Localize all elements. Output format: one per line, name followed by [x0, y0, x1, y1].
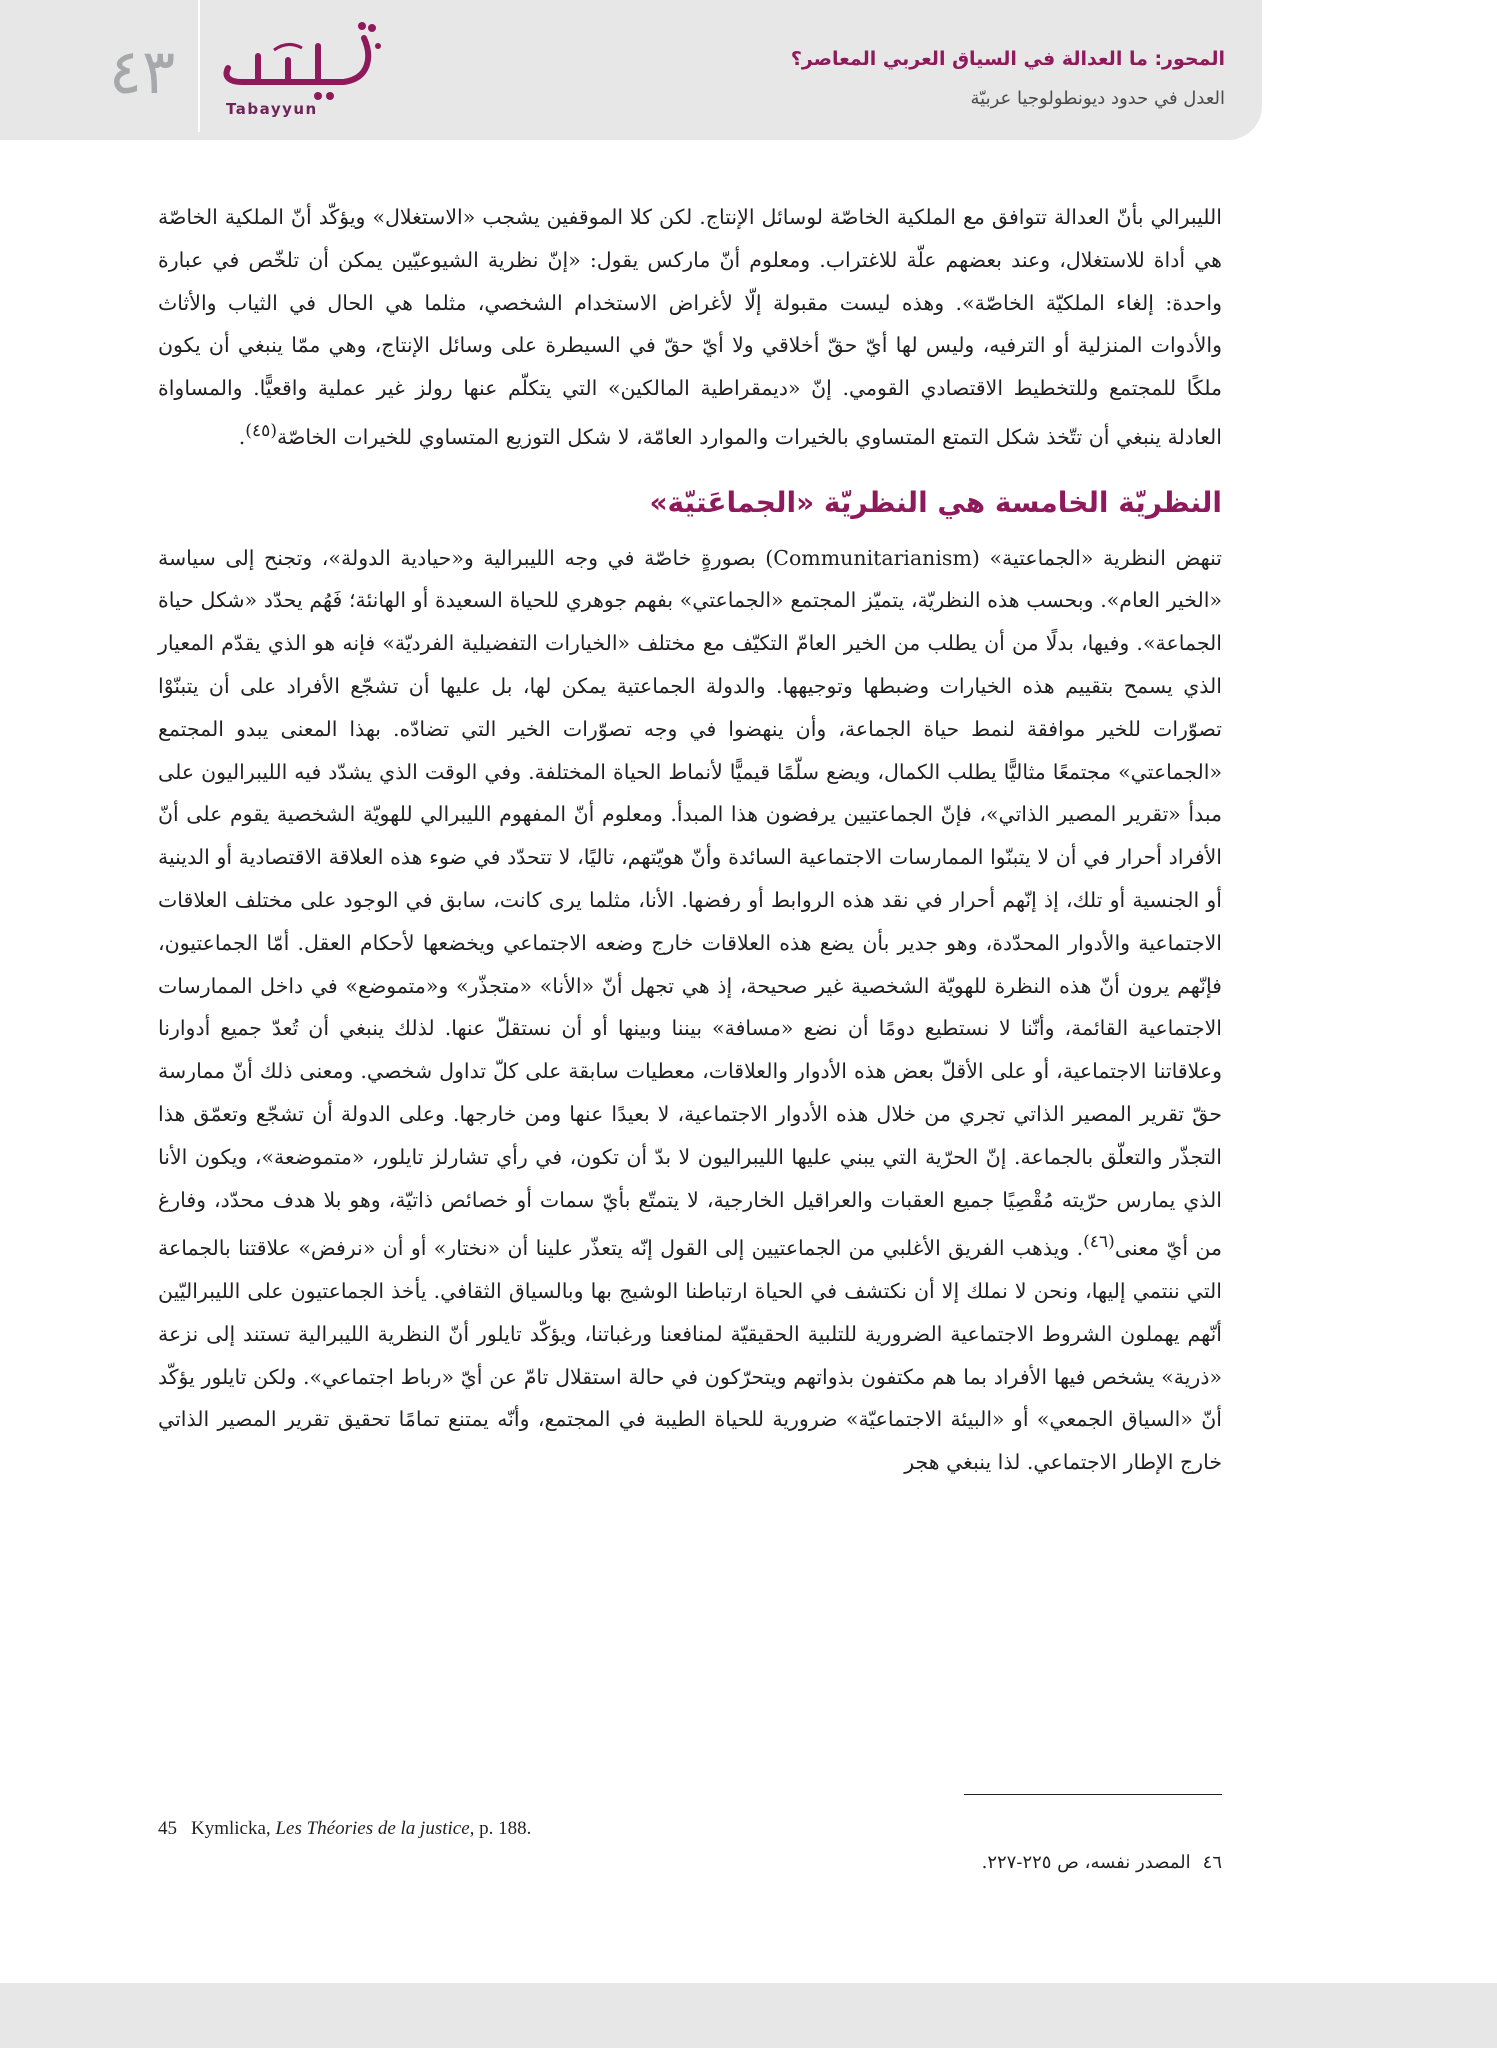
- article-body: [158, 196, 1222, 1484]
- tabayyun-logo: [214, 16, 384, 128]
- section-heading: النظريّة الخامسة هي النظريّة «الجماعَتيّة»: [649, 485, 1222, 519]
- footnote-45-number: 45: [158, 1818, 177, 1839]
- footnote-ref-45[interactable]: (٤٥): [245, 420, 277, 441]
- footnote-45-page: p. 188.: [479, 1818, 532, 1839]
- paragraph-2-continuation: . ويذهب الفريق الأغلبي من الجماعتيين إلى القول إنّه يتعذّر علينا أن «نختار» أو أن «نرفض» علاقتنا بالجماعة التي ننتمي إليها، ونحن لا نملك إلا أن نكتشف في الحياة ارتباطنا الوشيج بها وبالسياق الثقافي. يأخذ الجماعتيون على الليبراليّين أنّهم يهملون الشروط الاجتماعية الضرورية للتلبية الحقيقيّة لمنافعنا ورغباتنا، ويؤكّد تايلور أنّ النظرية الليبرالية تستند إلى نزعة «ذرية» يشخص فيها الأفراد بما هم مكتفون بذواتهم ويتحرّكون في حالة استقلال تامّ عن أيّ «رباط اجتماعي». ولكن تايلور يؤكّد أنّ «السياق الجمعي» أو «البيئة الاجتماعيّة» ضرورية للحياة الطيبة في المجتمع، وأنّه يمتنع تمامًا تحقيق تقرير المصير الذاتي خارج الإطار الاجتماعي. لذا ينبغي هجر: [158, 1236, 1222, 1475]
- footnote-46: [522, 1848, 1222, 1878]
- article-title: العدل في حدود ديونطولوجيا عربيّة: [970, 88, 1225, 109]
- header-divider: [198, 0, 200, 132]
- logo-arabic-wordmark: [214, 16, 384, 104]
- axis-title: المحور: ما العدالة في السياق العربي المعاصر؟: [790, 48, 1225, 70]
- footnote-45: [158, 1815, 1058, 1843]
- footnote-45-author: Kymlicka,: [191, 1818, 271, 1839]
- paragraph-1: [158, 196, 1222, 459]
- paragraph-1-end: .: [238, 424, 246, 449]
- paragraph-1-text: الليبرالي بأنّ العدالة تتوافق مع الملكية الخاصّة لوسائل الإنتاج. لكن كلا الموقفين يشجب «الاستغلال» ويؤكّد أنّ الملكية الخاصّة هي أداة للاستغلال، وعند بعضهم علّة للاغتراب. ومعلوم أنّ ماركس يقول: «إنّ نظرية الشيوعيّين يمكن أن تلخّص في عبارة واحدة: إلغاء الملكيّة الخاصّة». وهذه ليست مقبولة إلّا لأغراض الاستخدام الشخصي، مثلما هي الحال في الثياب والأثاث والأدوات المنزلية أو الترفيه، وليس لها أيّ حقّ أخلاقي ولا أيّ حقّ في السيطرة على وسائل الإنتاج، وهي ممّا ينبغي أن يكون ملكًا للمجتمع وللتخطيط الاقتصادي القومي. إنّ «ديمقراطية المالكين» التي يتكلّم عنها رولز غير عملية واقعيًّا. والمساواة العادلة ينبغي أن تتّخذ شكل التمتع المتساوي بالخيرات والموارد العامّة، لا شكل التوزيع المتساوي للخيرات الخاصّة: [158, 205, 1222, 449]
- footnote-46-text: المصدر نفسه، ص ٢٢٥-٢٢٧.: [981, 1852, 1191, 1873]
- footnote-rule: [964, 1794, 1222, 1795]
- running-header: [605, 44, 1225, 114]
- logo-latin-wordmark: Tabayyun: [226, 100, 318, 118]
- bottom-band: [0, 1983, 1497, 2048]
- paragraph-2: [158, 537, 1222, 1484]
- footnote-46-number: ٤٦: [1202, 1852, 1222, 1873]
- paragraph-2-lead: تنهض النظرية «الجماعتية» (: [971, 545, 1222, 570]
- footnote-45-title: Les Théories de la justice,: [275, 1818, 475, 1839]
- footnote-ref-46[interactable]: (٤٦): [1083, 1232, 1115, 1253]
- latin-term: Communitarianism: [773, 545, 972, 570]
- page-number: ٤٣: [108, 35, 176, 108]
- paragraph-2-text: ) بصورةٍ خاصّة في وجه الليبرالية و«حيادية الدولة»، وتجنح إلى سياسة «الخير العام». وبحسب هذه النظريّة، يتميّز المجتمع «الجماعتي» بفهم جوهري للحياة السعيدة أو الهانئة؛ فَهُم يحدّد «شكل حياة الجماعة». وفيها، بدلًا من أن يطلب من الخير العامّ التكيّف مع مختلف «الخيارات التفضيلية الفرديّة» فإنه هو الذي يقدّم المعيار الذي يسمح بتقييم هذه الخيارات وضبطها وتوجيهها. والدولة الجماعتية يمكن لها، بل عليها أن تشجّع الأفراد على أن يتبنّوْا تصوّرات للخير موافقة لنمط حياة الجماعة، وأن ينهضوا في وجه تصوّرات الخير التي تضادّه. بهذا المعنى يبدو المجتمع «الجماعتي» مجتمعًا مثاليًّا يطلب الكمال، ويضع سلّمًا قيميًّا لأنماط الحياة المختلفة. وفي الوقت الذي يشدّد فيه الليبراليون على مبدأ «تقرير المصير الذاتي»، فإنّ الجماعتيين يرفضون هذا المبدأ. ومعلوم أنّ المفهوم الليبرالي للهويّة الشخصية يقوم على أنّ الأفراد أحرار في أن لا يتبنّوا الممارسات الاجتماعية السائدة وأنّ هويّتهم، تاليًا، لا تتحدّد في ضوء هذه العلاقة الاقتصادية أو الدينية أو الجنسية أو تلك، إذ إنّهم أحرار في نقد هذه الروابط أو رفضها. الأنا، مثلما يرى كانت، سابق في الوجود على مختلف العلاقات الاجتماعية والأدوار المحدّدة، وهو جدير بأن يضع هذه العلاقات خارج وضعه الاجتماعي ويخضعها لأحكام العقل. أمّا الجماعتيون، فإنّهم يرون أنّ هذه النظرة للهويّة الشخصية غير صحيحة، إذ هي تجهل أنّ «الأنا» «متجذّر» و«متموضع» في داخل الممارسات الاجتماعية القائمة، وأنّنا لا نستطيع دومًا أن نضع «مسافة» بيننا وبينها أو أن نستقلّ عنها. لذلك ينبغي أن تُعدّ جميع أدوارنا وعلاقاتنا الاجتماعية، أو على الأقلّ بعض هذه الأدوار والعلاقات، معطيات سابقة على كلّ تداول شخصي. ومعنى ذلك أنّ ممارسة حقّ تقرير المصير الذاتي تجري من خلال هذه الأدوار الاجتماعية، لا بعيدًا عنها ومن خارجها. وعلى الدولة أن تشجّع وتعمّق هذا التجذّر والتعلّق بالجماعة. إنّ الحرّية التي يبني عليها الليبراليون لا بدّ أن تكون، في رأي تشارلز تايلور، «متموضعة»، ويكون الأنا الذي يمارس حرّيته مُقْصِيًا جميع العقبات والعراقيل الخارجية، لا يتمتّع بأيّ سمات أو خصائص ذاتيّة، وهو بلا هدف محدّد، وفارغ من أيّ معنى: [158, 545, 1222, 1261]
